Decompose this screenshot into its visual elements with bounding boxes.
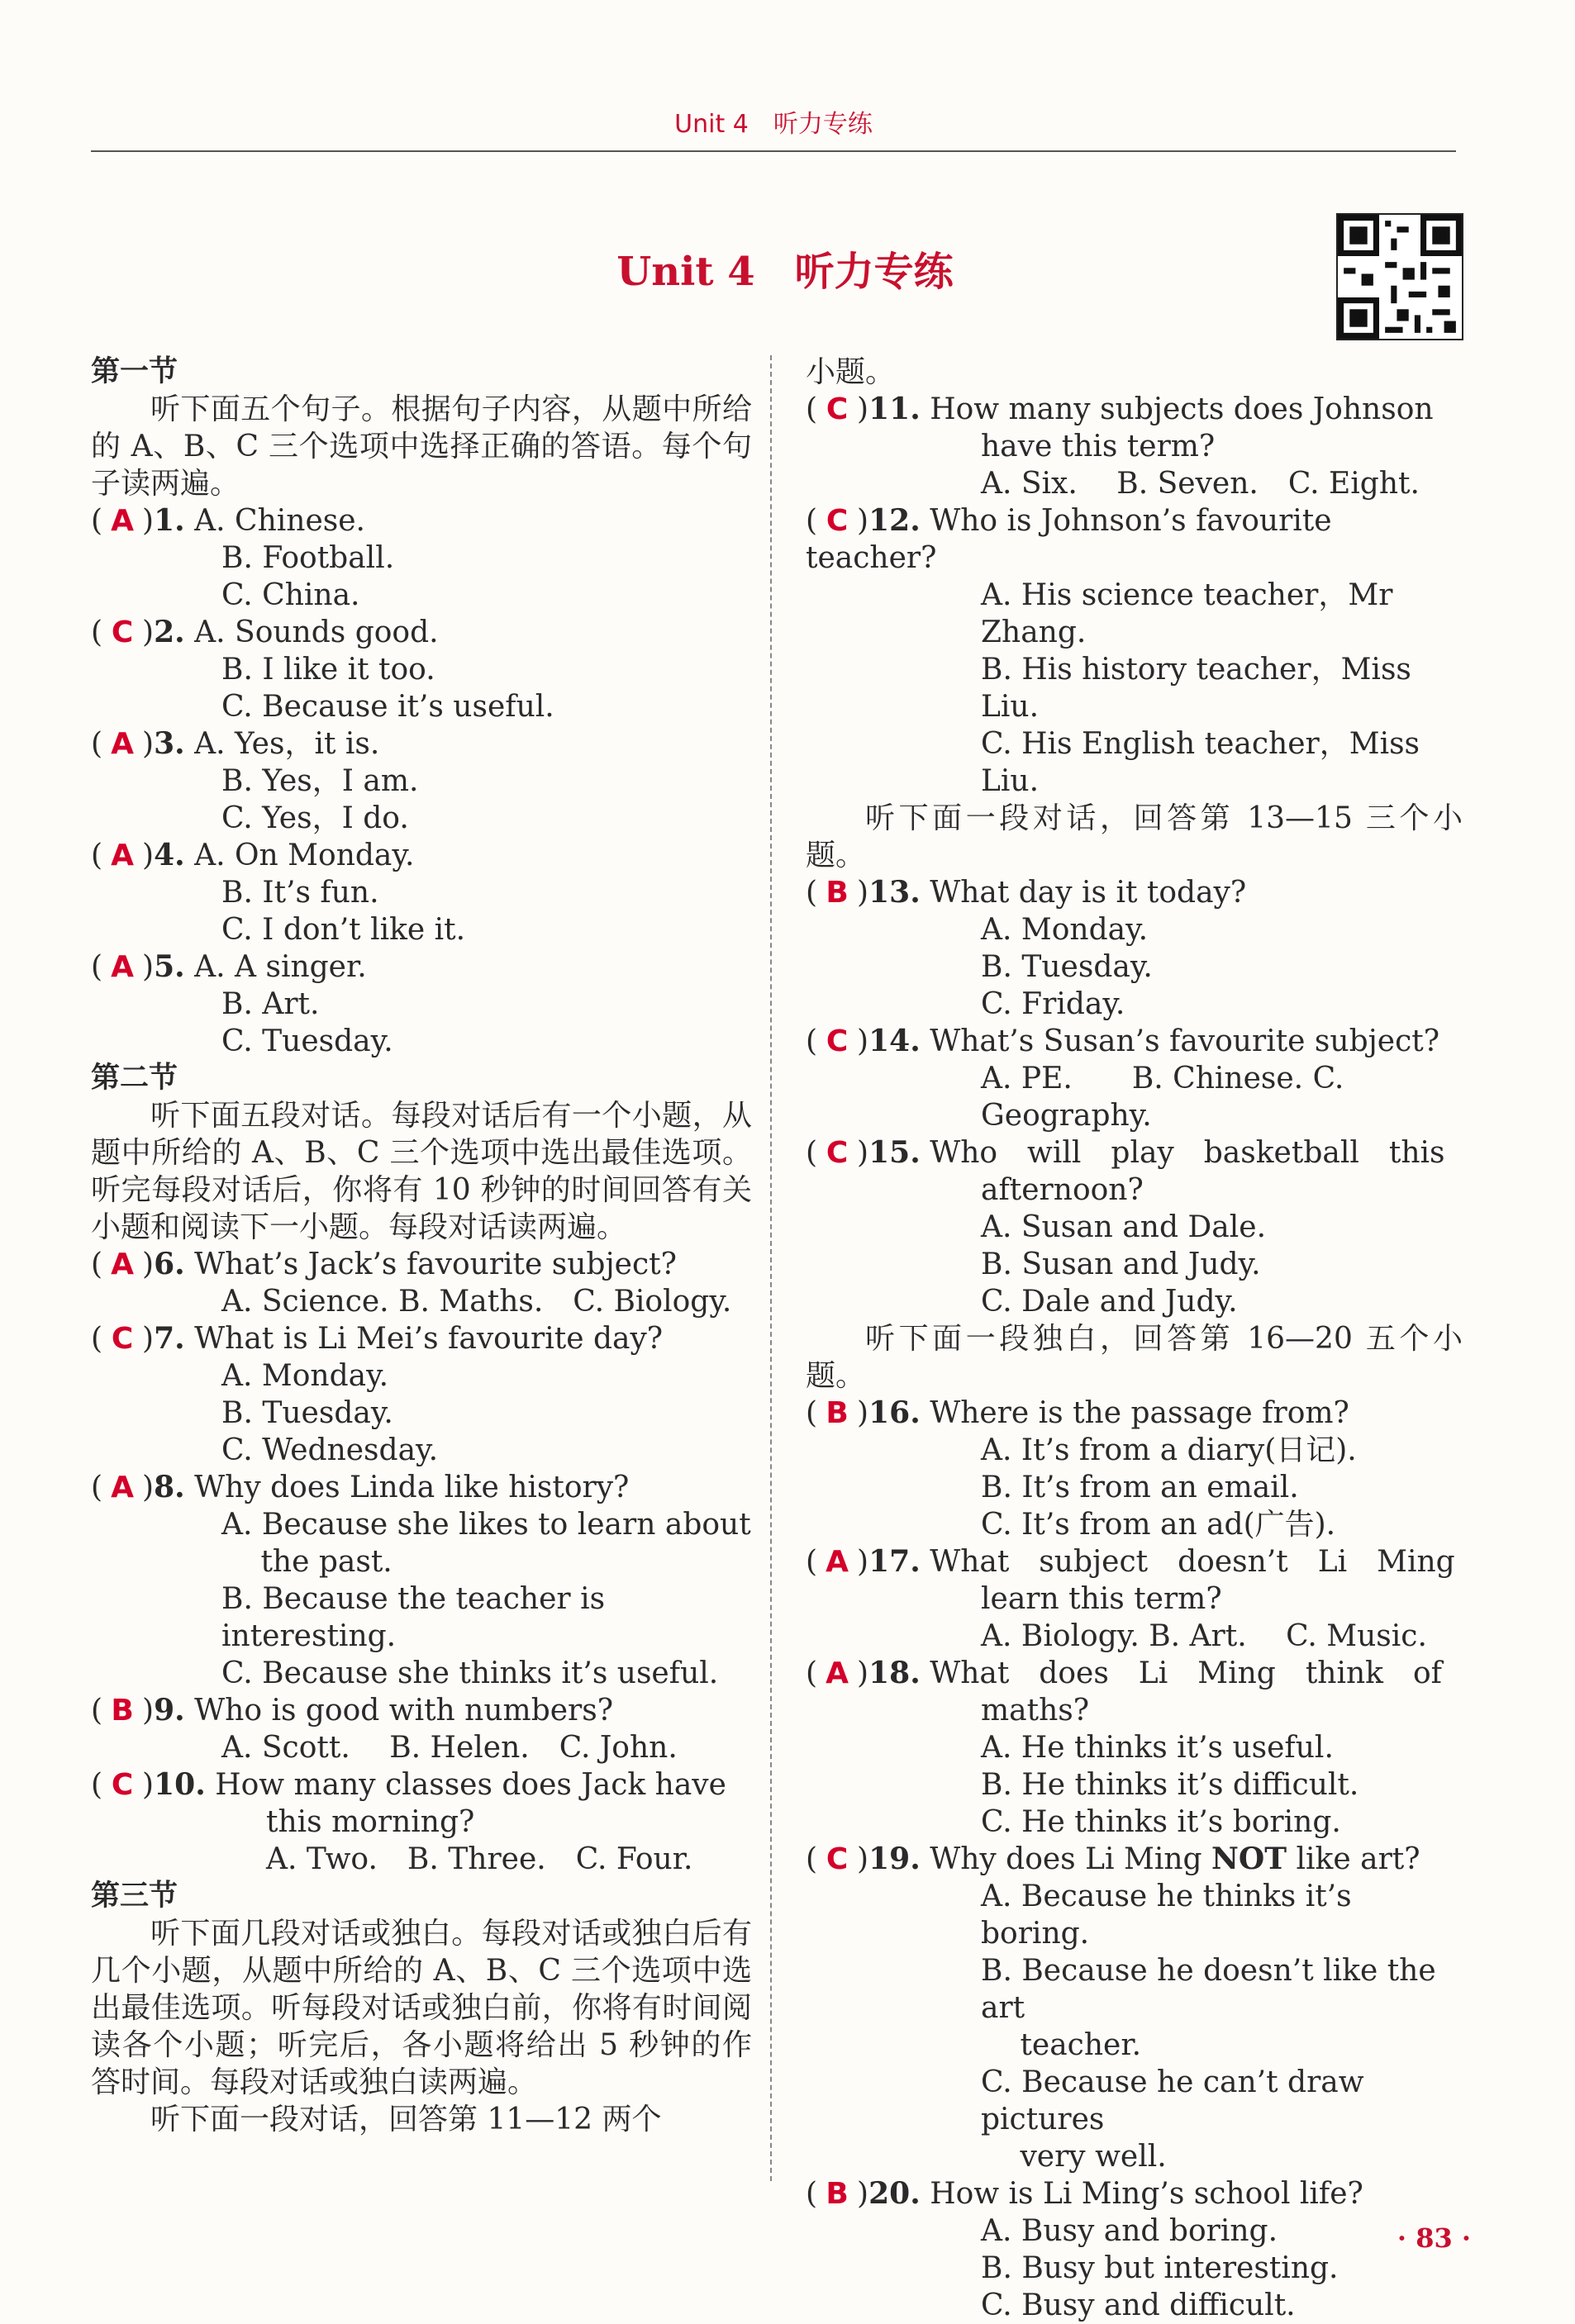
question-6: ( A )6. What’s Jack’s favourite subject? A. Science. B. Maths. C. Biology. xyxy=(91,1247,732,1319)
answer-mark: A xyxy=(111,1248,134,1281)
section-2-title: 第二节 xyxy=(91,1062,178,1095)
question-7: ( C )7. What is Li Mei’s favourite day? A. Monday. B. Tuesday. C. Wednesday. xyxy=(91,1321,664,1467)
answer-mark: A xyxy=(111,727,134,761)
question-15: ( C )15. Who will play basketball this afternoon? A. Susan and Dale. B. Susan and Judy. C. Dale and Judy. xyxy=(806,1135,1445,1319)
question-4: ( A )4. A. On Monday. B. It’s fun. C. I don’t like it. xyxy=(91,838,466,947)
section-3-sub-2: 听下面一段对话，回答第 13—15 三个小题。 xyxy=(806,801,1463,872)
answer-mark: C xyxy=(826,1136,849,1170)
section-1-intro: 听下面五个句子。根据句子内容，从题中所给的 A、B、C 三个选项中选择正确的答语。每个句子读两遍。 xyxy=(91,392,752,501)
question-20: ( B )20. How is Li Ming’s school life? A. Busy and boring. B. Busy but interesting. C. Busy and difficult. xyxy=(806,2176,1363,2322)
answer-mark: B xyxy=(826,1396,849,1430)
answer-mark: B xyxy=(826,876,849,910)
answer-mark: C xyxy=(826,392,849,426)
answer-mark: C xyxy=(111,615,134,649)
answer-mark: C xyxy=(826,504,849,538)
section-3-sub-3: 听下面一段独白，回答第 16—20 五个小题。 xyxy=(806,1322,1463,1393)
column-divider xyxy=(770,355,772,2181)
running-header: Unit 4 听力专练 xyxy=(674,110,873,139)
answer-mark: A xyxy=(111,504,134,538)
section-2-intro: 听下面五段对话。每段对话后有一个小题，从题中所给的 A、B、C 三个选项中选出最佳选项。听完每段对话后，你将有 10 秒钟的时间回答有关小题和阅读下一小题。每段对话读两遍。 xyxy=(91,1099,752,1244)
header-rule xyxy=(91,150,1456,152)
answer-mark: A xyxy=(111,1471,134,1504)
section-3-sub-1: 听下面一段对话，回答第 11—12 两个 xyxy=(150,2103,662,2136)
question-18: ( A )18. What does Li Ming think of maths? A. He thinks it’s useful. B. He thinks it’s difficult. C. He thinks it’s boring. xyxy=(806,1656,1442,1839)
question-12: ( C )12. Who is Johnson’s favourite teacher? A. His science teacher，Mr Zhang. B. His history teacher，Miss Liu. C. His English teacher，Miss Liu. xyxy=(806,503,1420,798)
question-19: ( C )19. Why does Li Ming NOT like art? A. Because he thinks it’s boring. B. Because he doesn’t like the art teacher. C. Because he can’t draw pictures very well. xyxy=(806,1842,1436,2174)
question-13: ( B )13. What day is it today? A. Monday. B. Tuesday. C. Friday. xyxy=(806,875,1247,1021)
answer-mark: A xyxy=(111,950,134,984)
question-5: ( A )5. A. A singer. B. Art. C. Tuesday. xyxy=(91,949,393,1058)
left-column xyxy=(91,354,752,2138)
question-16: ( B )16. Where is the passage from? A. It’s from a diary(日记). B. It’s from an email. C. It’s from an ad(广告). xyxy=(806,1395,1357,1542)
question-1: ( A )1. A. Chinese. B. Football. C. China. xyxy=(91,503,395,612)
answer-mark: A xyxy=(826,1656,849,1690)
answer-mark: A xyxy=(826,1545,849,1579)
answer-mark: B xyxy=(826,2177,849,2211)
section-3-sub-1-end: 小题。 xyxy=(806,355,896,389)
answer-mark: C xyxy=(111,1768,134,1802)
question-8: ( A )8. Why does Linda like history? A. Because she likes to learn about the past. B. Because the teacher is interesting. C. Because she thinks it’s useful. xyxy=(91,1470,751,1690)
page-title: Unit 4 听力专练 xyxy=(616,249,954,295)
question-11: ( C )11. How many subjects does Johnson have this term? A. Six. B. Seven. C. Eight. xyxy=(806,392,1434,501)
qr-code-icon xyxy=(1336,213,1463,340)
question-10: ( C )10. How many classes does Jack have this morning? A. Two. B. Three. C. Four. xyxy=(91,1767,726,1876)
question-9: ( B )9. Who is good with numbers? A. Scott. B. Helen. C. John. xyxy=(91,1693,678,1765)
question-14: ( C )14. What’s Susan’s favourite subject? A. PE. B. Chinese. C. Geography. xyxy=(806,1024,1440,1133)
page-number: · 83 · xyxy=(1397,2222,1471,2254)
answer-mark: B xyxy=(111,1694,134,1728)
section-1-title: 第一节 xyxy=(91,355,178,388)
answer-mark: A xyxy=(111,839,134,872)
question-2: ( C )2. A. Sounds good. B. I like it too. C. Because it’s useful. xyxy=(91,615,554,724)
section-3-intro: 听下面几段对话或独白。每段对话或独白后有几个小题，从题中所给的 A、B、C 三个选项中选出最佳选项。听每段对话或独白前，你将有时间阅读各个小题；听完后，各小题将给出 5 秒钟的作答时间。每段对话或独白读两遍。 xyxy=(91,1917,752,2099)
question-17: ( A )17. What subject doesn’t Li Ming learn this term? A. Biology. B. Art. C. Music. xyxy=(806,1544,1455,1653)
question-3: ( A )3. A. Yes，it is. B. Yes，I am. C. Yes，I do. xyxy=(91,726,419,835)
section-3-title: 第三节 xyxy=(91,1880,178,1913)
right-column xyxy=(806,354,1463,2324)
answer-mark: C xyxy=(826,1842,849,1876)
answer-mark: C xyxy=(111,1322,134,1356)
answer-mark: C xyxy=(826,1024,849,1058)
